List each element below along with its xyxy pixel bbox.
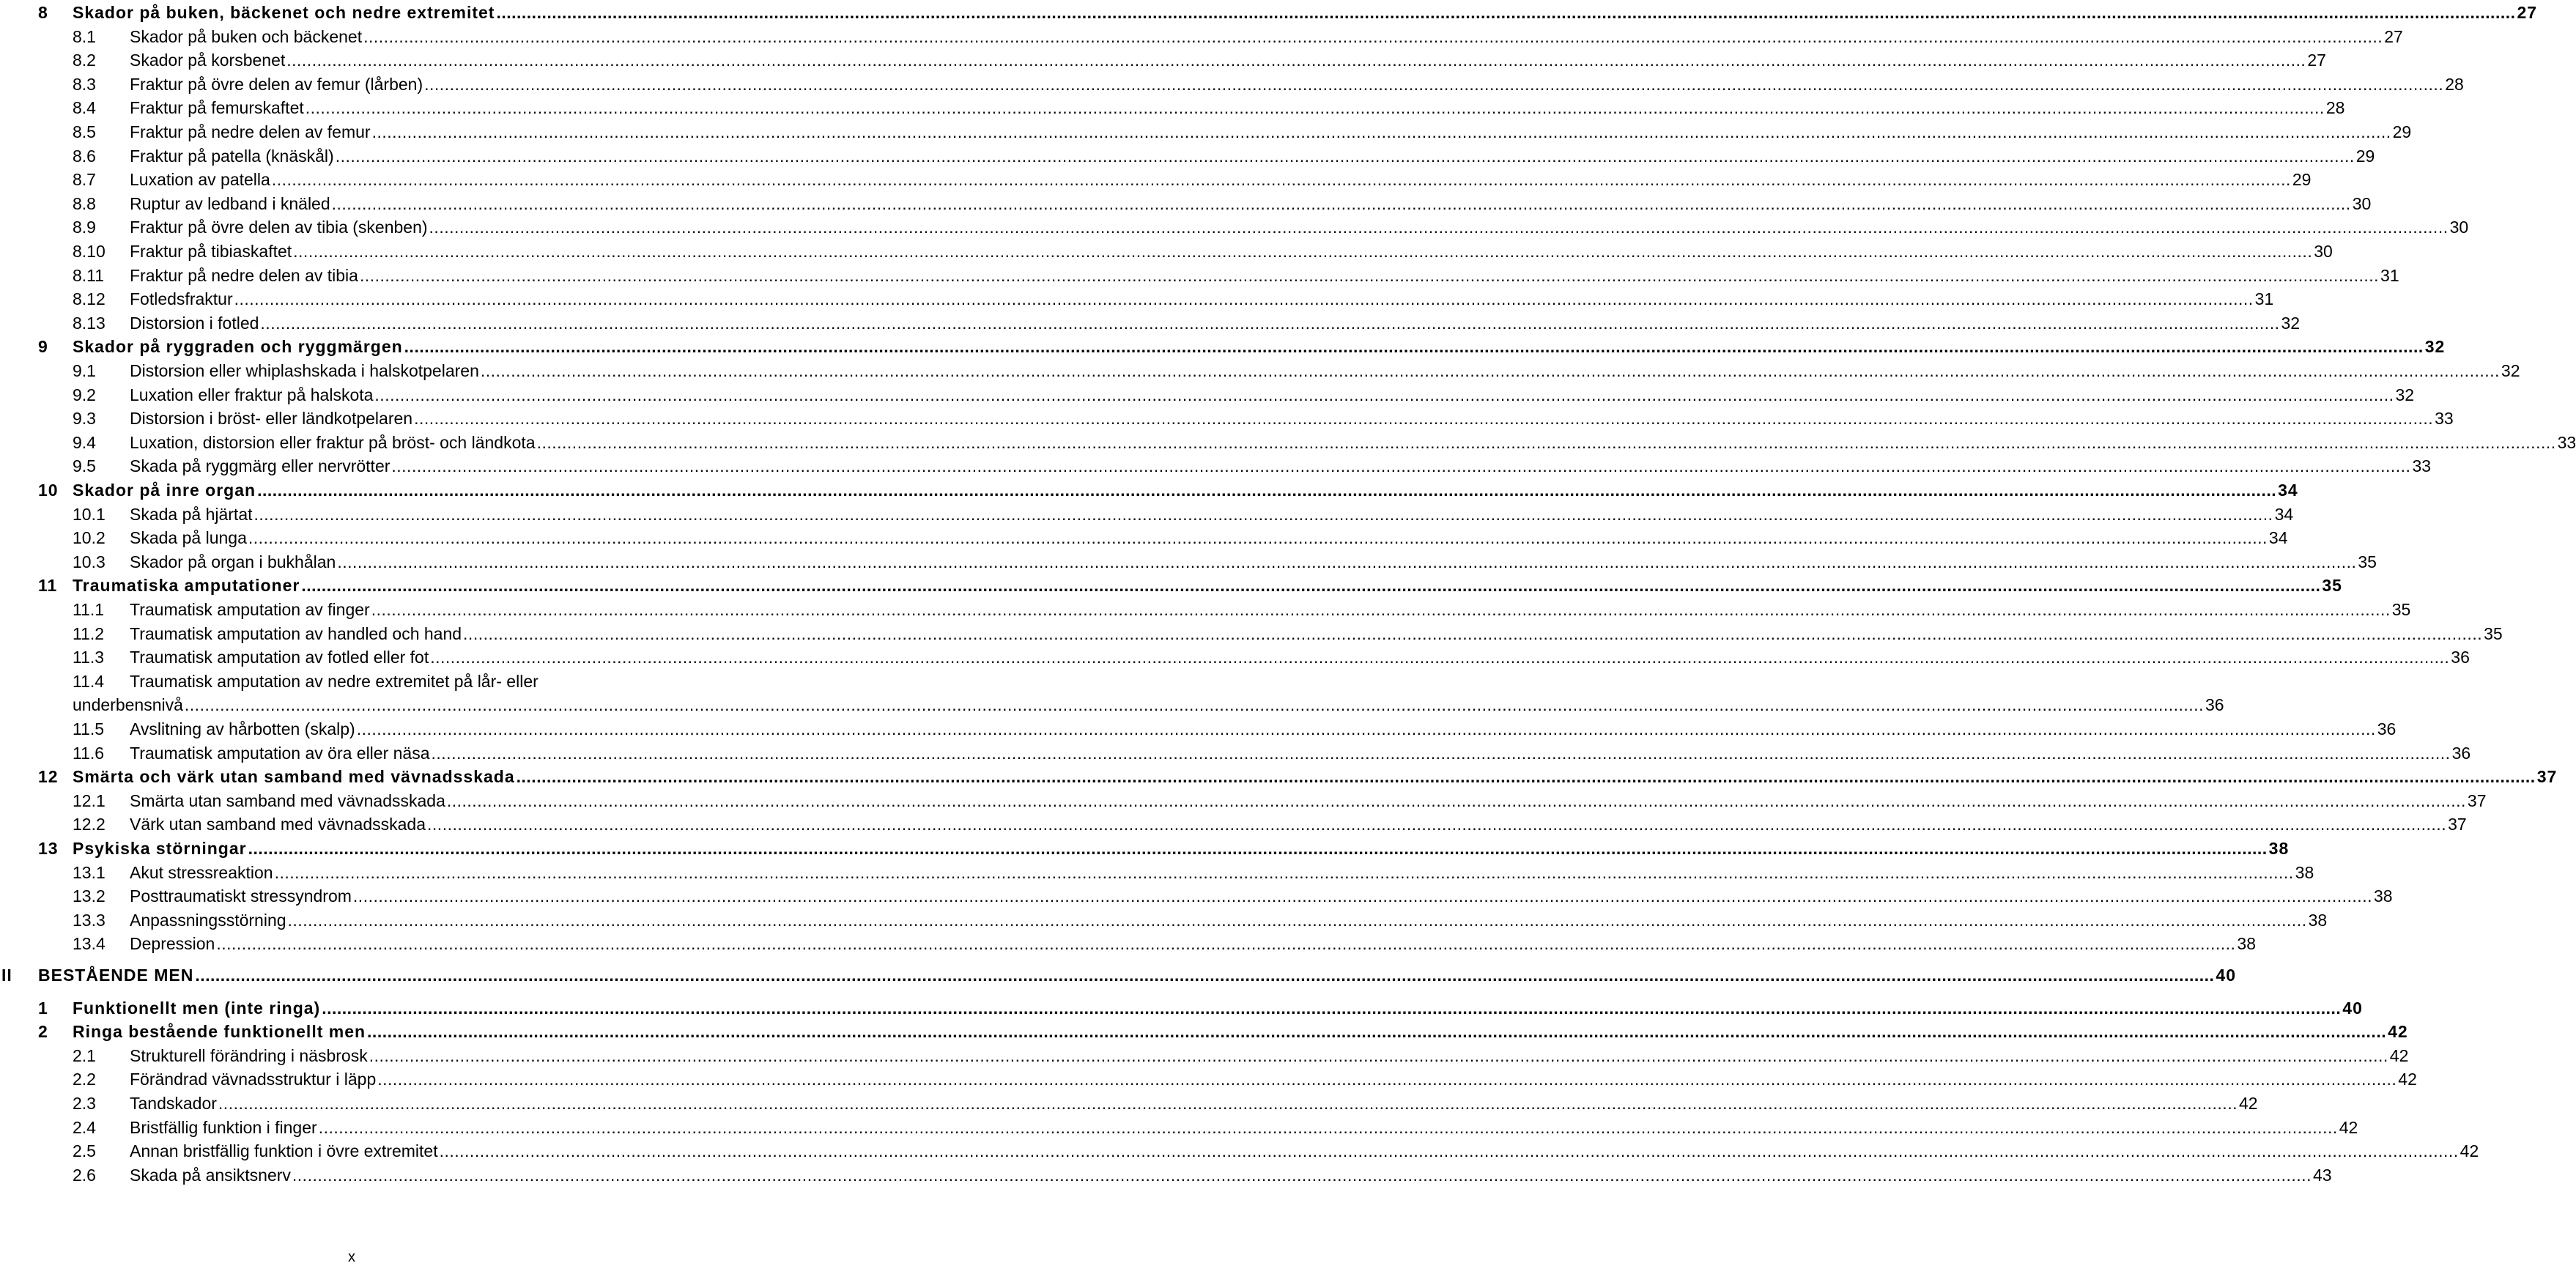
toc-entry-number: 2.2 xyxy=(73,1070,96,1089)
toc-entry-page: 34 xyxy=(2268,528,2288,548)
toc-entry-page: 42 xyxy=(2460,1141,2479,1161)
toc-entry-title: Ruptur av ledband i knäled xyxy=(130,193,330,213)
toc-entry[interactable] xyxy=(73,264,2399,286)
toc-entry-number: 11.5 xyxy=(73,719,105,738)
toc-entry-page: 29 xyxy=(2292,170,2312,190)
toc-entry-number: 2.3 xyxy=(73,1094,96,1113)
leader-dots: ................................................................................................................................................................................................................................................................................................................................................................................................................ xyxy=(391,456,2411,476)
toc-entry-title: Ringa bestående funktionellt men xyxy=(73,1022,366,1042)
toc-entry[interactable] xyxy=(73,1068,2417,1090)
toc-entry[interactable] xyxy=(73,909,2328,931)
leader-dots: ................................................................................................................................................................................................................................................................................................................................................................................................................ xyxy=(331,193,2351,213)
toc-entry-number: 8.2 xyxy=(73,51,96,70)
toc-entry-title: Distorsion eller whiplashskada i halskotpelaren xyxy=(130,361,479,380)
toc-entry[interactable] xyxy=(73,384,2415,406)
toc-entry-title: Fraktur på nedre delen av femur xyxy=(130,122,371,141)
toc-entry[interactable] xyxy=(73,288,2274,310)
toc-entry-title: Traumatisk amputation av fotled eller fot xyxy=(130,648,429,667)
toc-entry[interactable] xyxy=(73,1140,2479,1162)
toc-entry[interactable] xyxy=(73,455,2432,477)
toc-entry-title: Skada på ansiktsnerv xyxy=(130,1165,291,1185)
toc-entry-number: 8.3 xyxy=(73,74,96,94)
toc-entry[interactable] xyxy=(38,766,2558,788)
leader-dots: ................................................................................................................................................................................................................................................................................................................................................................................................................ xyxy=(377,1070,2397,1089)
toc-entry-page: 30 xyxy=(2449,218,2469,237)
toc-entry[interactable] xyxy=(73,742,2471,764)
toc-entry-number: 13 xyxy=(38,839,59,858)
toc-entry-page: 33 xyxy=(2557,432,2576,452)
toc-entry-title: Traumatisk amputation av handled och hand xyxy=(130,623,462,643)
leader-dots: ................................................................................................................................................................................................................................................................................................................................................................................................................ xyxy=(430,648,2450,667)
toc-entry-page: 42 xyxy=(2238,1094,2258,1113)
toc-entry[interactable] xyxy=(73,527,2288,549)
leader-dots: ................................................................................................................................................................................................................................................................................................................................................................................................................ xyxy=(427,815,2447,834)
toc-entry-page: 38 xyxy=(2237,934,2256,954)
leader-dots: ................................................................................................................................................................................................................................................................................................................................................................................................................ xyxy=(429,218,2449,237)
toc-entry-page: 36 xyxy=(2377,719,2397,738)
toc-entry[interactable] xyxy=(73,813,2467,835)
toc-entry-page: 31 xyxy=(2380,265,2399,285)
toc-entry-number: 11.4 xyxy=(73,671,105,691)
toc-entry-title: Fraktur på tibiaskaftet xyxy=(130,242,292,261)
toc-entry-number: 13.2 xyxy=(73,886,106,906)
leader-dots: ................................................................................................................................................................................................................................................................................................................................................................................................................ xyxy=(195,966,2215,985)
toc-entry-page: 35 xyxy=(2391,600,2411,619)
leader-dots: ................................................................................................................................................................................................................................................................................................................................................................................................................ xyxy=(463,623,2483,643)
page-number: x xyxy=(348,1249,355,1265)
toc-entry-title: Luxation, distorsion eller fraktur på bröst- och ländkota xyxy=(130,432,536,452)
toc-entry-number: 13.4 xyxy=(73,934,106,954)
toc-entry-title-continued: underbensnivå xyxy=(73,695,183,715)
toc-entry-title: Annan bristfällig funktion i övre extremitet xyxy=(130,1141,438,1161)
toc-entry-number: 10 xyxy=(38,481,59,500)
toc-entry-title: Luxation eller fraktur på halskota xyxy=(130,385,374,404)
toc-entry-title: BESTÅENDE MEN xyxy=(38,966,194,985)
toc-entry-title: Fotledsfraktur xyxy=(130,289,233,309)
toc-entry[interactable] xyxy=(73,312,2301,334)
leader-dots: ................................................................................................................................................................................................................................................................................................................................................................................................................ xyxy=(305,98,2325,118)
toc-entry-page: 42 xyxy=(2388,1022,2408,1042)
leader-dots: ................................................................................................................................................................................................................................................................................................................................................................................................................ xyxy=(274,862,2294,882)
leader-dots: ................................................................................................................................................................................................................................................................................................................................................................................................................ xyxy=(363,26,2383,46)
toc-entry-title: Smärta och värk utan samband med vävnadsskada xyxy=(73,767,515,787)
toc-entry-number: 8.4 xyxy=(73,98,96,118)
toc-entry-title: Skador på korsbenet xyxy=(130,51,286,70)
toc-entry-title: Funktionellt men (inte ringa) xyxy=(73,998,321,1018)
toc-entry-page: 28 xyxy=(2445,74,2464,94)
leader-dots: ................................................................................................................................................................................................................................................................................................................................................................................................................ xyxy=(292,1165,2312,1185)
toc-entry-number: 2.4 xyxy=(73,1117,96,1137)
leader-dots: ................................................................................................................................................................................................................................................................................................................................................................................................................ xyxy=(287,910,2307,930)
toc-entry-page: 35 xyxy=(2484,623,2503,643)
toc-entry-title: Skada på hjärtat xyxy=(130,504,253,524)
toc-entry-number: 11.3 xyxy=(73,648,105,667)
toc-entry-number: 11.6 xyxy=(73,743,105,763)
toc-entry[interactable] xyxy=(73,551,2377,573)
leader-dots: ................................................................................................................................................................................................................................................................................................................................................................................................................ xyxy=(359,265,2380,285)
toc-entry[interactable] xyxy=(73,646,2470,668)
toc-entry-number: 8.10 xyxy=(73,242,106,261)
toc-entry[interactable] xyxy=(73,97,2345,119)
toc-entry-title: Förändrad vävnadsstruktur i läpp xyxy=(130,1070,377,1089)
toc-entry-page: 36 xyxy=(2451,648,2470,667)
toc-entry[interactable] xyxy=(73,49,2326,71)
toc-entry-title: Strukturell förändring i näsbrosk xyxy=(130,1045,368,1065)
leader-dots: ................................................................................................................................................................................................................................................................................................................................................................................................................ xyxy=(253,504,2273,524)
toc-entry-page: 32 xyxy=(2424,337,2446,357)
leader-dots: ................................................................................................................................................................................................................................................................................................................................................................................................................ xyxy=(271,170,2291,190)
toc-entry-page: 38 xyxy=(2268,839,2290,858)
toc-entry-number: 9.3 xyxy=(73,409,96,429)
toc-entry-number: 8.6 xyxy=(73,146,96,166)
toc-entry[interactable] xyxy=(73,790,2487,812)
toc-entry[interactable] xyxy=(38,1,2538,23)
toc-entry-page: 30 xyxy=(2314,242,2333,261)
toc-entry-title: Skador på buken, bäckenet och nedre extremitet xyxy=(73,3,495,22)
toc-entry-page: 37 xyxy=(2467,790,2487,810)
leader-dots: ................................................................................................................................................................................................................................................................................................................................................................................................................ xyxy=(301,576,2321,596)
toc-entry-number: 2 xyxy=(38,1022,48,1042)
toc-entry-title: Distorsion i fotled xyxy=(130,313,259,333)
toc-entry-number: 8.13 xyxy=(73,313,106,333)
toc-entry[interactable] xyxy=(38,479,2298,501)
toc-entry-page: 42 xyxy=(2339,1117,2358,1137)
toc-entry-number: 9.1 xyxy=(73,361,96,380)
toc-entry[interactable] xyxy=(73,503,2294,525)
toc-entry-title: Fraktur på övre delen av femur (lårben) xyxy=(130,74,423,94)
toc-entry-title: Värk utan samband med vävnadsskada xyxy=(130,815,426,834)
toc-entry-title: Depression xyxy=(130,934,215,954)
toc-entry-title: Traumatisk amputation av nedre extremitet på lår- eller xyxy=(130,671,538,691)
leader-dots: ................................................................................................................................................................................................................................................................................................................................................................................................................ xyxy=(218,1094,2238,1113)
toc-entry-page: 42 xyxy=(2398,1070,2417,1089)
toc-entry-page: 29 xyxy=(2355,146,2375,166)
toc-entry-number: 8.7 xyxy=(73,170,96,190)
toc-entry[interactable] xyxy=(73,193,2372,215)
toc-entry-number: 13.1 xyxy=(73,862,106,882)
toc-entry-page: 37 xyxy=(2536,767,2558,787)
toc-entry-page: 27 xyxy=(2517,3,2538,22)
toc-entry-number: 2.1 xyxy=(73,1045,96,1065)
toc-entry-page: 30 xyxy=(2352,193,2372,213)
toc-entry-title: Skador på ryggraden och ryggmärgen xyxy=(73,337,403,357)
leader-dots: ................................................................................................................................................................................................................................................................................................................................................................................................................ xyxy=(446,790,2466,810)
toc-entry-title: Fraktur på femurskaftet xyxy=(130,98,304,118)
toc-entry-page: 33 xyxy=(2435,409,2454,429)
toc-entry-title: Luxation av patella xyxy=(130,170,270,190)
toc-entry-page: 34 xyxy=(2274,504,2294,524)
leader-dots: ................................................................................................................................................................................................................................................................................................................................................................................................................ xyxy=(516,767,2536,787)
toc-entry-page: 33 xyxy=(2412,456,2432,476)
toc-entry[interactable] xyxy=(73,1092,2258,1114)
toc-entry-page: 34 xyxy=(2278,481,2298,500)
toc-entry-number: 8 xyxy=(38,3,48,22)
toc-entry-page: 38 xyxy=(2308,910,2328,930)
toc-entry-title: Distorsion i bröst- eller ländkotpelaren xyxy=(130,409,413,429)
leader-dots: ................................................................................................................................................................................................................................................................................................................................................................................................................ xyxy=(431,743,2451,763)
toc-entry-number: 10.1 xyxy=(73,504,106,524)
toc-entry[interactable] xyxy=(73,670,683,692)
toc-entry-number: 12.1 xyxy=(73,790,106,810)
toc-entry[interactable] xyxy=(38,837,2290,859)
toc-entry-page: 43 xyxy=(2312,1165,2332,1185)
leader-dots: ................................................................................................................................................................................................................................................................................................................................................................................................................ xyxy=(216,934,2236,954)
toc-entry-title: Akut stressreaktion xyxy=(130,862,273,882)
leader-dots: ................................................................................................................................................................................................................................................................................................................................................................................................................ xyxy=(260,313,2280,333)
toc-entry-page: 27 xyxy=(2384,26,2403,46)
toc-entry-page: 42 xyxy=(2389,1045,2409,1065)
toc-entry[interactable] xyxy=(73,599,2411,621)
leader-dots: ................................................................................................................................................................................................................................................................................................................................................................................................................ xyxy=(337,552,2357,571)
toc-entry-number: 8.1 xyxy=(73,26,96,46)
leader-dots: ................................................................................................................................................................................................................................................................................................................................................................................................................ xyxy=(257,481,2277,500)
toc-entry-title: Fraktur på nedre delen av tibia xyxy=(130,265,358,285)
toc-entry-number: 9.5 xyxy=(73,456,96,476)
leader-dots: ................................................................................................................................................................................................................................................................................................................................................................................................................ xyxy=(374,385,2394,404)
toc-entry-page: 29 xyxy=(2392,122,2412,141)
leader-dots: ................................................................................................................................................................................................................................................................................................................................................................................................................ xyxy=(424,74,2444,94)
toc-entry-number: 11.2 xyxy=(73,623,105,643)
toc-entry-page: 36 xyxy=(2205,695,2224,715)
leader-dots: ................................................................................................................................................................................................................................................................................................................................................................................................................ xyxy=(184,695,2204,715)
toc-entry-page: 35 xyxy=(2358,552,2377,571)
toc-entry-title: Avslitning av hårbotten (skalp) xyxy=(130,719,355,738)
leader-dots: ................................................................................................................................................................................................................................................................................................................................................................................................................ xyxy=(352,886,2372,906)
toc-entry[interactable] xyxy=(1,964,2237,986)
toc-entry-number: 8.5 xyxy=(73,122,96,141)
leader-dots: ................................................................................................................................................................................................................................................................................................................................................................................................................ xyxy=(404,337,2424,357)
toc-entry-number: 2.5 xyxy=(73,1141,96,1161)
toc-entry-page: 38 xyxy=(2373,886,2393,906)
toc-entry-number: 10.3 xyxy=(73,552,106,571)
toc-entry[interactable] xyxy=(73,432,2576,453)
toc-entry-title: Skador på buken och bäckenet xyxy=(130,26,363,46)
toc-entry[interactable] xyxy=(73,1116,2358,1138)
toc-entry[interactable] xyxy=(73,216,2469,238)
toc-entry-title: Skada på ryggmärg eller nervrötter xyxy=(130,456,391,476)
toc-entry-page: 38 xyxy=(2295,862,2314,882)
toc-entry[interactable] xyxy=(38,336,2446,358)
toc-entry[interactable] xyxy=(73,1164,2332,1186)
leader-dots: ................................................................................................................................................................................................................................................................................................................................................................................................................ xyxy=(371,600,2391,619)
toc-entry[interactable] xyxy=(38,574,2342,596)
toc-entry[interactable] xyxy=(73,26,2403,48)
toc-entry-number: 13.3 xyxy=(73,910,106,930)
leader-dots: ................................................................................................................................................................................................................................................................................................................................................................................................................ xyxy=(248,528,2268,548)
leader-dots: ................................................................................................................................................................................................................................................................................................................................................................................................................ xyxy=(414,409,2434,429)
toc-entry-title: Posttraumatiskt stressyndrom xyxy=(130,886,352,906)
toc-entry-page: 35 xyxy=(2322,576,2342,596)
leader-dots: ................................................................................................................................................................................................................................................................................................................................................................................................................ xyxy=(496,3,2516,22)
toc-entry[interactable] xyxy=(73,407,2454,429)
toc-entry-number: 8.8 xyxy=(73,193,96,213)
toc-entry-page: 37 xyxy=(2448,815,2467,834)
toc-entry-page: 32 xyxy=(2395,385,2415,404)
toc-entry-number: 11 xyxy=(38,576,58,596)
toc-entry-continuation[interactable] xyxy=(73,694,2224,716)
leader-dots: ................................................................................................................................................................................................................................................................................................................................................................................................................ xyxy=(536,432,2556,452)
toc-entry[interactable] xyxy=(73,885,2393,907)
toc-entry[interactable] xyxy=(73,121,2412,143)
toc-entry-title: Bristfällig funktion i finger xyxy=(130,1117,317,1137)
toc-entry-page: 27 xyxy=(2307,51,2326,70)
leader-dots: ................................................................................................................................................................................................................................................................................................................................................................................................................ xyxy=(480,361,2500,380)
toc-entry[interactable] xyxy=(38,1021,2408,1042)
toc-entry[interactable] xyxy=(38,997,2363,1019)
toc-entry[interactable] xyxy=(73,360,2520,382)
leader-dots: ................................................................................................................................................................................................................................................................................................................................................................................................................ xyxy=(371,122,2391,141)
leader-dots: ................................................................................................................................................................................................................................................................................................................................................................................................................ xyxy=(318,1117,2338,1137)
toc-entry-page: 32 xyxy=(2501,361,2520,380)
toc-entry-number: 9 xyxy=(38,337,48,357)
toc-entry-number: 10.2 xyxy=(73,528,106,548)
toc-entry-number: 2.6 xyxy=(73,1165,96,1185)
toc-entry-page: 32 xyxy=(2281,313,2301,333)
toc-entry-number: 9.4 xyxy=(73,432,96,452)
toc-entry[interactable] xyxy=(73,718,2397,740)
toc-entry[interactable] xyxy=(73,240,2333,262)
toc-entry-title: Anpassningsstörning xyxy=(130,910,286,930)
toc-entry-title: Psykiska störningar xyxy=(73,839,247,858)
toc-entry-title: Traumatiska amputationer xyxy=(73,576,300,596)
toc-entry-number: 12 xyxy=(38,767,59,787)
leader-dots: ................................................................................................................................................................................................................................................................................................................................................................................................................ xyxy=(286,51,2306,70)
toc-entry-number: II xyxy=(1,966,12,985)
toc-entry-number: 11.1 xyxy=(73,600,105,619)
toc-entry-page: 40 xyxy=(2216,966,2237,985)
toc-entry[interactable] xyxy=(73,862,2314,884)
toc-entry[interactable] xyxy=(73,145,2375,167)
leader-dots: ................................................................................................................................................................................................................................................................................................................................................................................................................ xyxy=(356,719,2376,738)
toc-entry-title: Traumatisk amputation av finger xyxy=(130,600,370,619)
toc-entry-page: 31 xyxy=(2254,289,2274,309)
toc-entry-number: 12.2 xyxy=(73,815,106,834)
leader-dots: ................................................................................................................................................................................................................................................................................................................................................................................................................ xyxy=(322,998,2342,1018)
toc-entry-page: 40 xyxy=(2342,998,2363,1018)
toc-entry-title: Fraktur på patella (knäskål) xyxy=(130,146,334,166)
toc-entry[interactable] xyxy=(73,168,2312,190)
leader-dots: ................................................................................................................................................................................................................................................................................................................................................................................................................ xyxy=(234,289,2254,309)
leader-dots: ................................................................................................................................................................................................................................................................................................................................................................................................................ xyxy=(335,146,2355,166)
toc-entry-number: 1 xyxy=(38,998,48,1018)
toc-entry-page: 36 xyxy=(2451,743,2471,763)
leader-dots: ................................................................................................................................................................................................................................................................................................................................................................................................................ xyxy=(439,1141,2459,1161)
toc-entry[interactable] xyxy=(73,623,2503,645)
toc-entry-title: Skador på inre organ xyxy=(73,481,256,500)
leader-dots: ................................................................................................................................................................................................................................................................................................................................................................................................................ xyxy=(293,242,2313,261)
leader-dots: ................................................................................................................................................................................................................................................................................................................................................................................................................ xyxy=(369,1045,2388,1065)
toc-entry-number: 8.9 xyxy=(73,218,96,237)
toc-entry-title: Skador på organ i bukhålan xyxy=(130,552,336,571)
leader-dots: ................................................................................................................................................................................................................................................................................................................................................................................................................ xyxy=(367,1022,2387,1042)
toc-entry-title: Traumatisk amputation av öra eller näsa xyxy=(130,743,430,763)
toc-entry[interactable] xyxy=(73,73,2464,95)
toc-entry-number: 8.11 xyxy=(73,265,105,285)
toc-entry-number: 9.2 xyxy=(73,385,96,404)
toc-entry-title: Smärta utan samband med vävnadsskada xyxy=(130,790,445,810)
toc-entry[interactable] xyxy=(73,933,2256,955)
leader-dots: ................................................................................................................................................................................................................................................................................................................................................................................................................ xyxy=(248,839,2268,858)
toc-entry[interactable] xyxy=(73,1045,2409,1067)
toc-entry-title: Tandskador xyxy=(130,1094,217,1113)
toc-entry-page: 28 xyxy=(2325,98,2345,118)
toc-entry-title: Skada på lunga xyxy=(130,528,247,548)
toc-entry-title: Fraktur på övre delen av tibia (skenben) xyxy=(130,218,428,237)
toc-entry-number: 8.12 xyxy=(73,289,106,309)
